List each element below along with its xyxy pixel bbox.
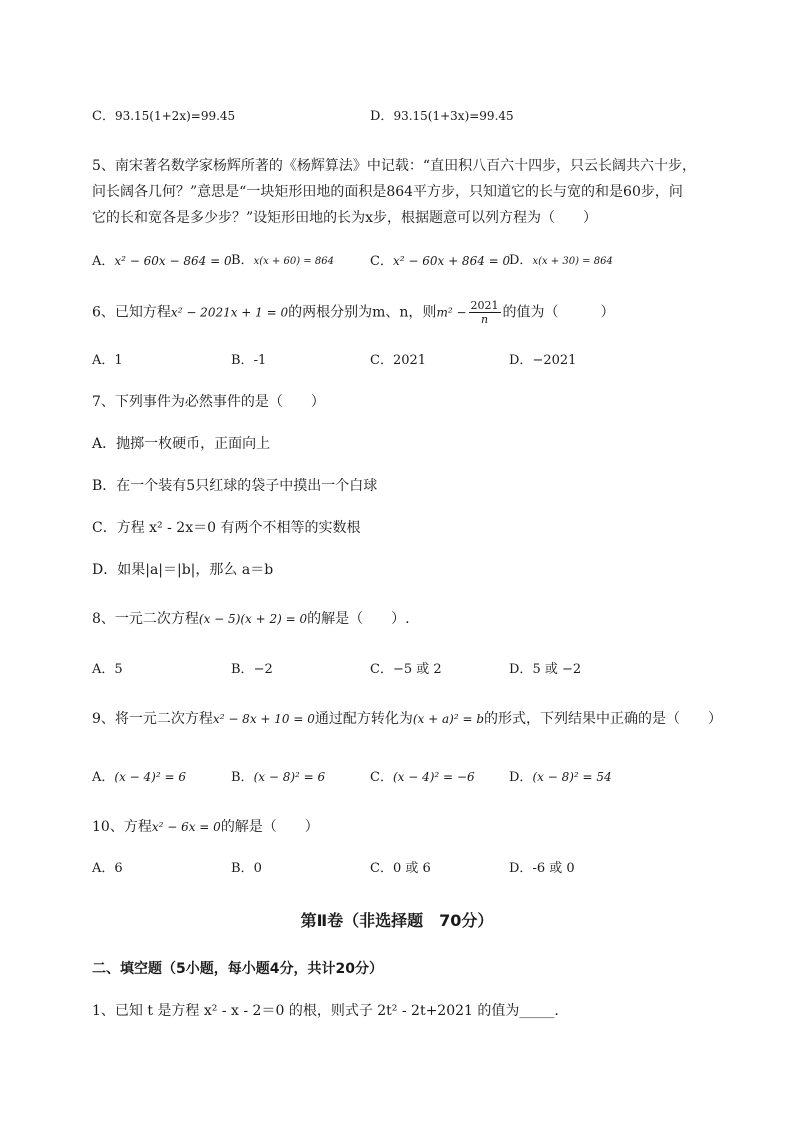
option-expression: (x − 8)² = 6 bbox=[253, 770, 326, 784]
q7-option-d: D．如果|a|＝|b|，那么 a＝b bbox=[92, 562, 274, 578]
q10-option-a bbox=[92, 860, 123, 878]
expression: m² − bbox=[436, 305, 467, 320]
q9-option-b bbox=[231, 768, 325, 787]
option-label: A． bbox=[92, 861, 115, 876]
option-value: 1 bbox=[114, 353, 123, 368]
q8-option-d bbox=[509, 661, 581, 679]
stem-text: 的形式，下列结果中正确的是（ ） bbox=[484, 711, 723, 727]
option-value: 0 或 6 bbox=[392, 861, 431, 876]
option-label: D． bbox=[509, 662, 533, 677]
q10-option-c bbox=[370, 860, 431, 878]
option-label: B． bbox=[231, 253, 254, 268]
q5-line-2: 问长阔各几何？”意思是“一块矩形田地的面积是864平方步，只知道它的长与宽的和是60步，问 bbox=[92, 184, 683, 200]
q4-option-c bbox=[92, 107, 235, 126]
q6-option-a bbox=[92, 352, 123, 370]
fraction-numerator: 2021 bbox=[470, 299, 499, 312]
q8-option-c bbox=[370, 661, 442, 679]
option-expression: (x − 4)² = 6 bbox=[114, 770, 186, 784]
section-title: 第Ⅱ卷（非选择题 70分） bbox=[300, 911, 494, 930]
option-expression: x(x + 30) = 864 bbox=[532, 256, 613, 267]
q5-option-d bbox=[509, 252, 613, 271]
option-label: C． bbox=[92, 109, 115, 124]
option-label: B． bbox=[231, 861, 254, 876]
option-label: C． bbox=[370, 770, 393, 785]
option-expression: (x − 8)² = 54 bbox=[532, 770, 612, 784]
option-expression: 93.15(1+2x)=99.45 bbox=[114, 109, 236, 123]
option-label: B． bbox=[231, 770, 254, 785]
option-value: 6 bbox=[114, 861, 123, 876]
option-expression: 93.15(1+3x)=99.45 bbox=[393, 109, 514, 123]
q5-option-b bbox=[231, 252, 334, 271]
q9-stem bbox=[92, 709, 722, 729]
equation: (x − 5)(x + 2) = 0 bbox=[198, 612, 308, 626]
q5-option-c bbox=[370, 252, 510, 271]
stem-text: 9、将一元二次方程 bbox=[92, 711, 213, 727]
q7-option-b: B．在一个装有5只红球的袋子中摸出一个白球 bbox=[92, 478, 378, 494]
q10-stem bbox=[92, 817, 319, 837]
option-label: A． bbox=[92, 770, 115, 785]
q6-option-c bbox=[370, 352, 426, 370]
option-label: B． bbox=[231, 662, 254, 677]
option-value: 0 bbox=[253, 861, 262, 876]
q5-option-a bbox=[92, 252, 232, 271]
option-expression: x(x + 60) = 864 bbox=[253, 256, 334, 267]
q9-option-c bbox=[370, 768, 475, 787]
stem-text: 的解是（ ）. bbox=[307, 611, 410, 627]
q5-line-3: 它的长和宽各是多少步？”设矩形田地的长为x步，根据题意可以列方程为（ ） bbox=[92, 210, 598, 226]
q5-line-1: 5、南宋著名数学家杨辉所著的《杨辉算法》中记载：“直田积八百六十四步，只云长阔共六十步， bbox=[92, 158, 697, 174]
stem-text: 通过配方转化为 bbox=[314, 711, 413, 727]
stem-text: . bbox=[554, 1003, 559, 1019]
equation: x² − 8x + 10 = 0 bbox=[212, 712, 315, 726]
q10-option-d bbox=[509, 860, 575, 878]
option-label: D． bbox=[509, 770, 533, 785]
q8-stem bbox=[92, 609, 410, 629]
option-label: C． bbox=[370, 662, 393, 677]
stem-text: 10、方程 bbox=[92, 819, 152, 835]
q6-option-b bbox=[231, 352, 266, 370]
option-label: C． bbox=[370, 353, 393, 368]
option-label: A． bbox=[92, 662, 115, 677]
answer-blank: _____ bbox=[519, 1003, 555, 1019]
equation: x² − 6x = 0 bbox=[151, 820, 221, 834]
stem-text: 6、已知方程 bbox=[92, 304, 171, 321]
stem-text: 的值为（ ） bbox=[502, 304, 615, 321]
option-expression: x² − 60x + 864 = 0 bbox=[392, 254, 511, 268]
option-expression: (x − 4)² = −6 bbox=[392, 770, 475, 784]
option-label: D． bbox=[509, 253, 533, 268]
option-label: A． bbox=[92, 254, 115, 269]
option-label: D． bbox=[370, 109, 394, 124]
option-value: −2021 bbox=[532, 353, 577, 368]
stem-text: 8、一元二次方程 bbox=[92, 611, 199, 627]
fill-question-1 bbox=[92, 1001, 559, 1021]
stem-text: 1、已知 t 是方程 x² - x - 2＝0 的根，则式子 2t² - 2t+2021 的值为 bbox=[92, 1003, 520, 1019]
q8-option-a bbox=[92, 661, 123, 679]
option-value: 5 或 −2 bbox=[532, 662, 582, 677]
q7-stem: 7、下列事件为必然事件的是（ ） bbox=[92, 394, 325, 410]
option-label: D． bbox=[509, 353, 533, 368]
fraction bbox=[469, 299, 501, 326]
q6-stem bbox=[92, 299, 615, 326]
option-value: −5 或 2 bbox=[392, 662, 442, 677]
q8-option-b bbox=[231, 661, 273, 679]
option-label: B． bbox=[231, 353, 254, 368]
equation: x² − 2021x + 1 = 0 bbox=[170, 305, 289, 320]
q4-option-d bbox=[370, 107, 514, 126]
section-subtitle: 二、填空题（5小题，每小题4分，共计20分） bbox=[92, 961, 383, 977]
stem-text: 的两根分别为m、n，则 bbox=[288, 304, 437, 321]
option-value: -1 bbox=[253, 353, 267, 368]
option-value: -6 或 0 bbox=[532, 861, 575, 876]
option-value: 2021 bbox=[392, 353, 427, 368]
option-expression: x² − 60x − 864 = 0 bbox=[114, 254, 232, 268]
option-label: A． bbox=[92, 353, 115, 368]
q6-option-d bbox=[509, 352, 576, 370]
stem-text: 的解是（ ） bbox=[220, 819, 319, 835]
q9-option-a bbox=[92, 768, 186, 787]
fraction-denominator: n bbox=[480, 313, 489, 326]
q9-option-d bbox=[509, 768, 612, 787]
q7-option-a: A．抛掷一枚硬币，正面向上 bbox=[92, 436, 271, 452]
q10-option-b bbox=[231, 860, 262, 878]
q7-option-c: C．方程 x² - 2x＝0 有两个不相等的实数根 bbox=[92, 520, 361, 536]
option-value: −2 bbox=[253, 662, 273, 677]
option-label: C． bbox=[370, 254, 393, 269]
expression: (x + a)² = b bbox=[412, 712, 485, 726]
option-label: D． bbox=[509, 861, 533, 876]
option-value: 5 bbox=[114, 662, 123, 677]
option-label: C． bbox=[370, 861, 393, 876]
